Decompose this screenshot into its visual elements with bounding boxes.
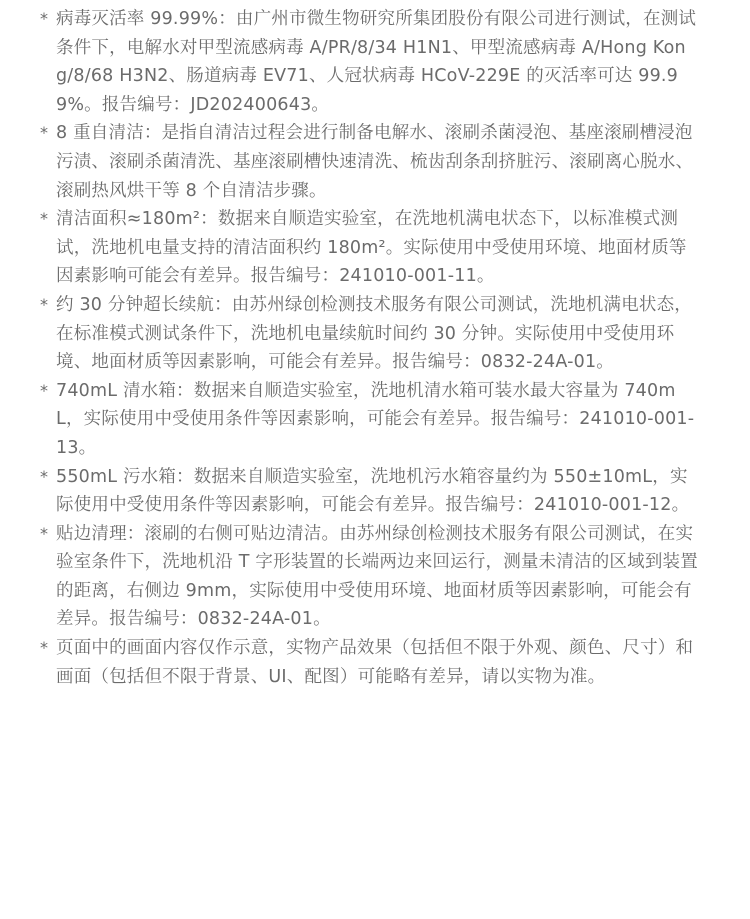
asterisk-marker: * bbox=[40, 466, 49, 486]
asterisk-marker: * bbox=[40, 380, 49, 400]
footnote-image-disclaimer bbox=[40, 634, 702, 691]
footnote-edge-cleaning bbox=[40, 520, 702, 634]
asterisk-marker: * bbox=[40, 638, 49, 658]
footnote-dirty-water-tank bbox=[40, 463, 702, 520]
footnote-battery-life bbox=[40, 291, 702, 377]
footnote-text: 740mL 清水箱：数据来自顺造实验室，洗地机清水箱可装水最大容量为 740mL，实际使用中受使用条件等因素影响，可能会有差异。报告编号：241010-001-13。 bbox=[56, 380, 695, 458]
asterisk-marker: * bbox=[40, 123, 49, 143]
footnote-text: 页面中的画面内容仅作示意，实物产品效果（包括但不限于外观、颜色、尺寸）和画面（包括但不限于背景、UI、配图）可能略有差异，请以实物为准。 bbox=[56, 638, 694, 687]
asterisk-marker: * bbox=[40, 9, 49, 28]
footnote-text: 约 30 分钟超长续航：由苏州绿创检测技术服务有限公司测试，洗地机满电状态，在标准模式测试条件下，洗地机电量续航时间约 30 分钟。实际使用中受使用环境、地面材质等因素影响，可能会有差异。报告编号：0832-24A-01。 bbox=[56, 294, 692, 373]
footnote-cleaning-area bbox=[40, 205, 702, 291]
footnote-text: 病毒灭活率 99.99%：由广州市微生物研究所集团股份有限公司进行测试，在测试条件下，电解水对甲型流感病毒 A/PR/8/34 H1N1、甲型流感病毒 A/Hong Kong/8/68 H3N2、肠道病毒 EV71、人冠状病毒 HCoV-229E 的灭活率可达 99.99%。报告编号：JD202400643。 bbox=[56, 9, 697, 115]
footnote-text: 550mL 污水箱：数据来自顺造实验室，洗地机污水箱容量约为 550±10mL，实际使用中受使用条件等因素影响，可能会有差异。报告编号：241010-001-12。 bbox=[56, 466, 690, 516]
footnote-clean-water-tank bbox=[40, 377, 702, 463]
footnote-text: 清洁面积≈180m²：数据来自顺造实验室，在洗地机满电状态下，以标准模式测试，洗地机电量支持的清洁面积约 180m²。实际使用中受使用环境、地面材质等因素影响可能会有差异。报告编号：241010-001-11。 bbox=[56, 209, 687, 287]
footnote-self-cleaning bbox=[40, 119, 702, 205]
footnote-text: 8 重自清洁：是指自清洁过程会进行制备电解水、滚刷杀菌浸泡、基座滚刷槽浸泡污渍、滚刷杀菌清洗、基座滚刷槽快速清洗、梳齿刮条刮挤脏污、滚刷离心脱水、滚刷热风烘干等 8 个自清洁步骤。 bbox=[56, 123, 694, 201]
footnote-list bbox=[40, 5, 702, 691]
footnote-text: 贴边清理：滚刷的右侧可贴边清洁。由苏州绿创检测技术服务有限公司测试，在实验室条件下，洗地机沿 T 字形装置的长端两边来回运行，测量未清洁的区域到装置的距离，右侧边 9mm，实际使用中受使用环境、地面材质等因素影响，可能会有差异。报告编号：0832-24A-01。 bbox=[56, 523, 698, 630]
asterisk-marker: * bbox=[40, 294, 49, 314]
asterisk-marker: * bbox=[40, 209, 49, 229]
asterisk-marker: * bbox=[40, 523, 49, 543]
footnote-virus-inactivation bbox=[40, 5, 702, 119]
